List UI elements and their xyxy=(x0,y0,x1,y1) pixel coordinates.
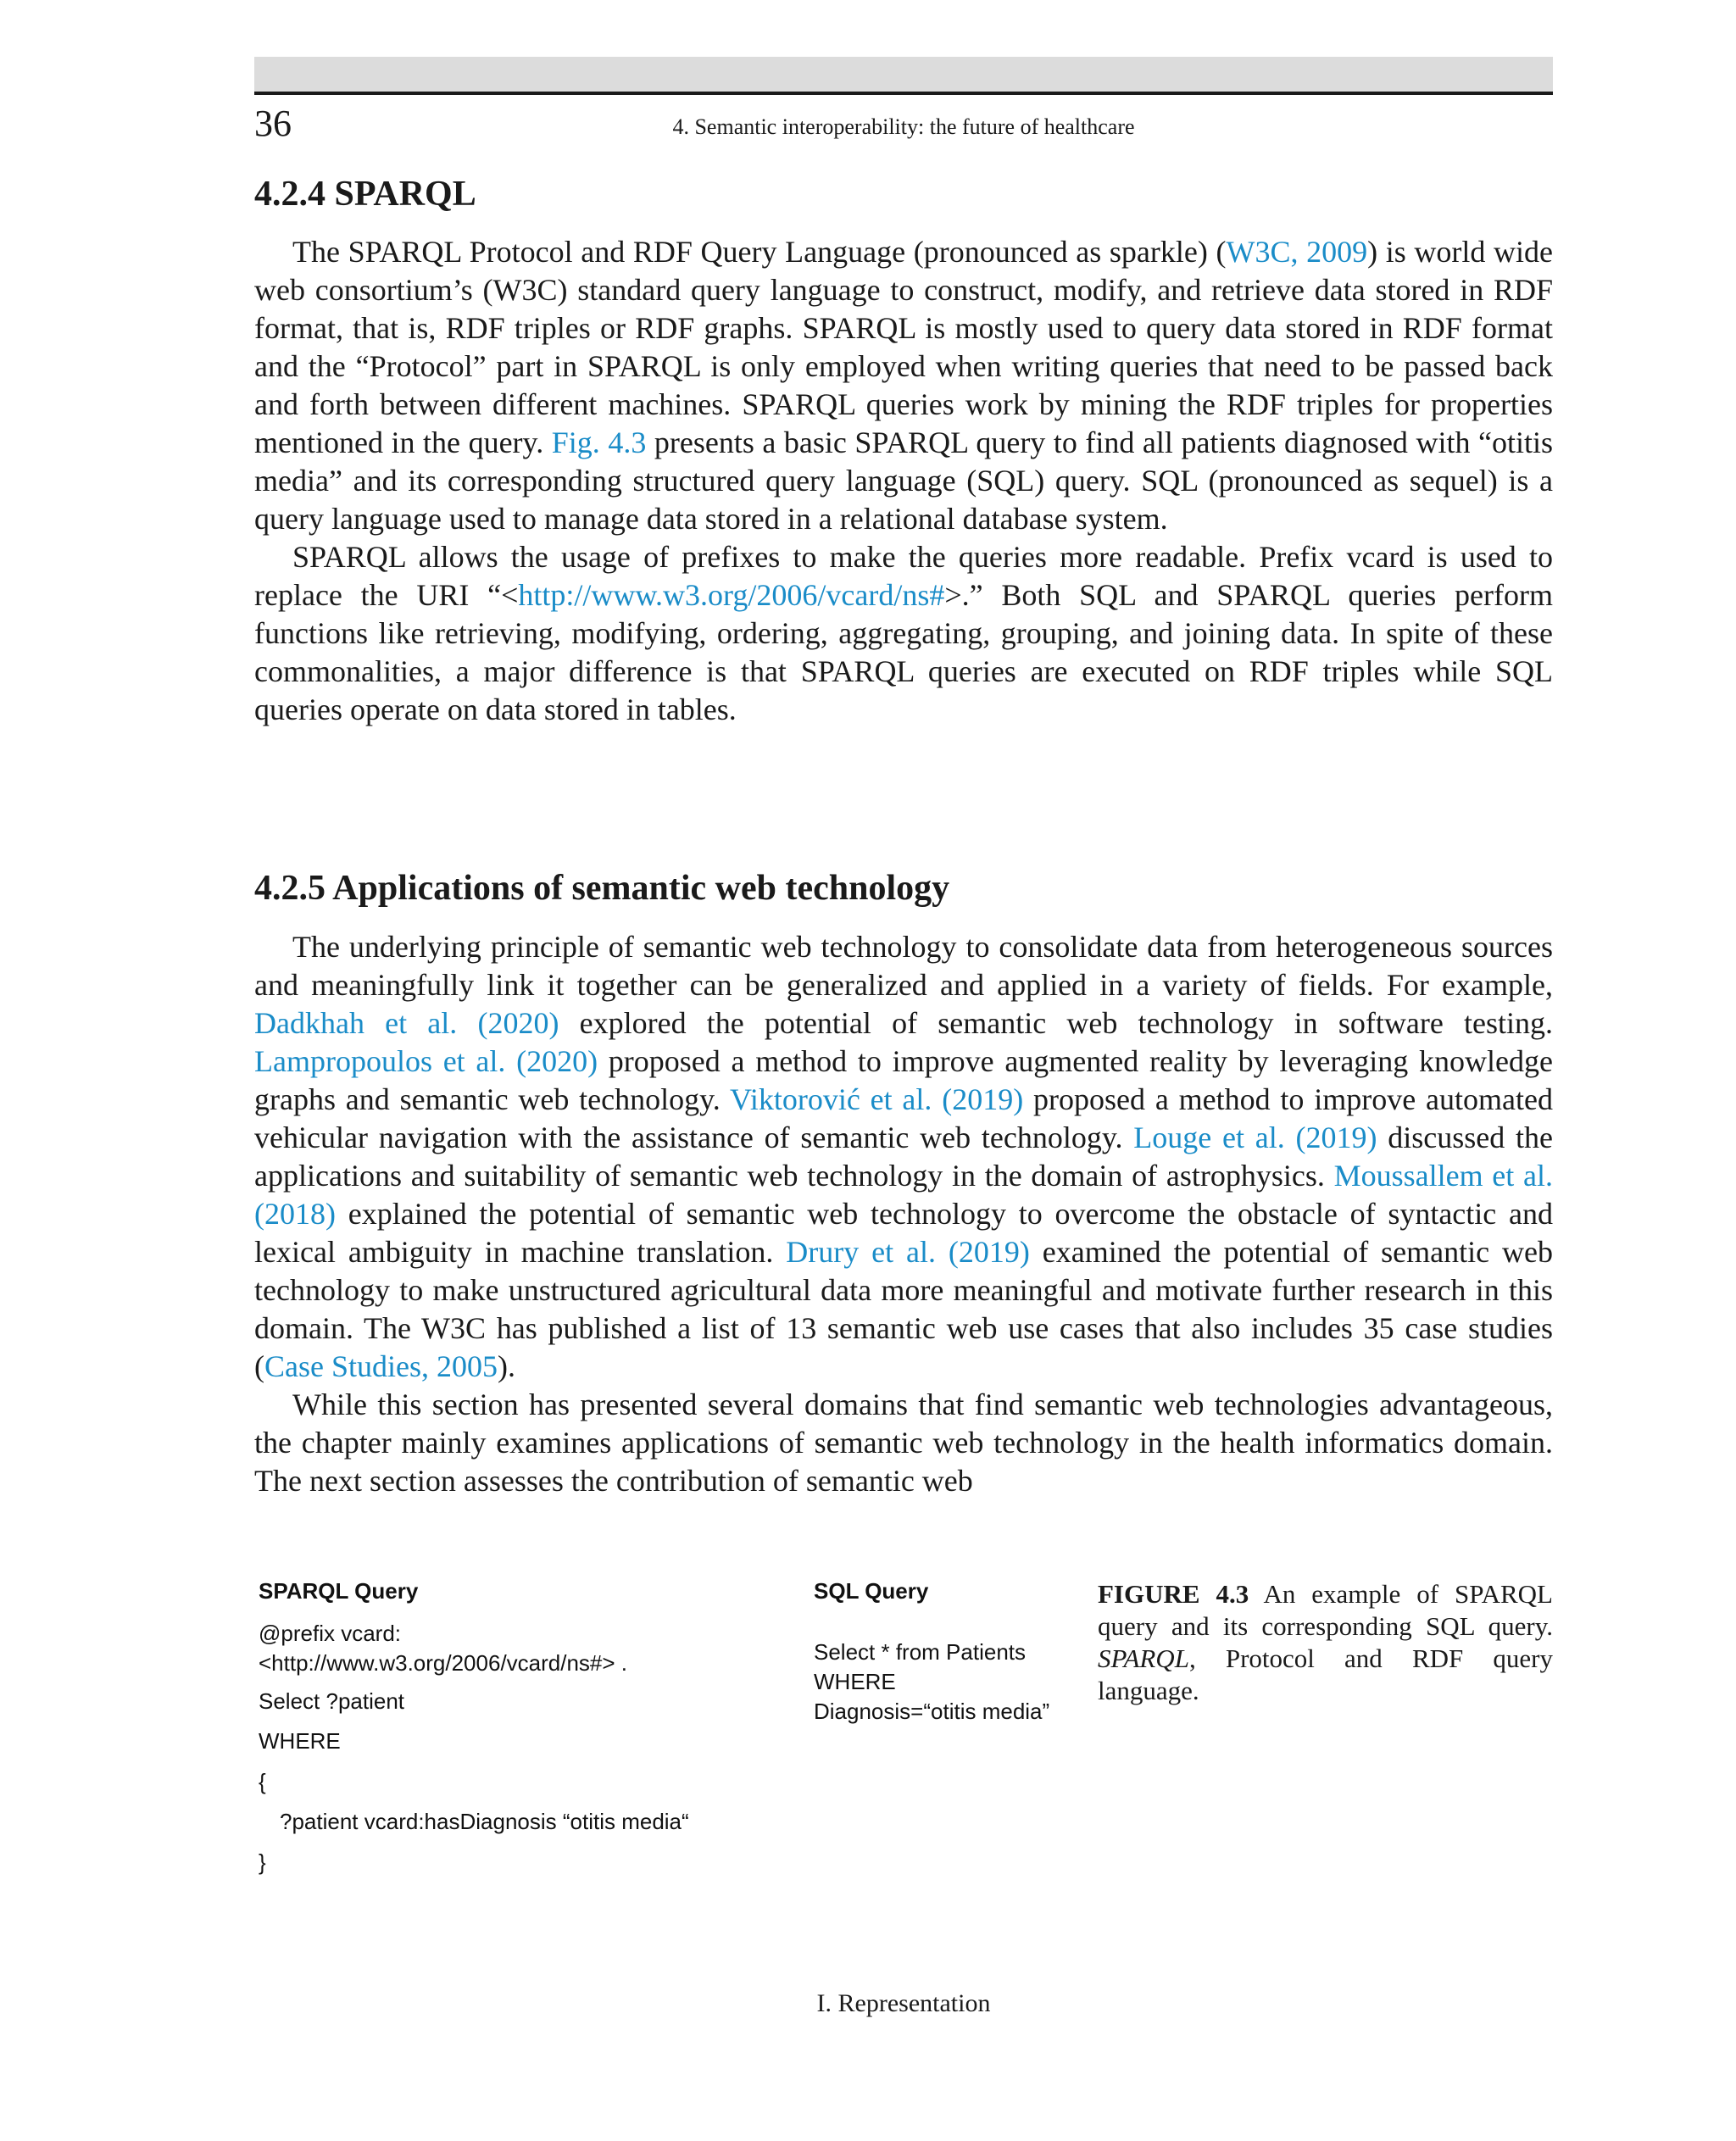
citation-link[interactable]: Dadkhah et al. (2020) xyxy=(254,1006,559,1040)
code-line: WHERE xyxy=(259,1728,341,1754)
citation-link[interactable]: Moussallem et al. (2018) xyxy=(254,1159,1554,1231)
code-line: Diagnosis=“otitis media” xyxy=(814,1699,1050,1724)
code-line: Select ?patient xyxy=(259,1688,405,1714)
sql-title: SQL Query xyxy=(814,1578,929,1604)
citation-link[interactable]: Lampropoulos et al. (2020) xyxy=(254,1044,598,1078)
code-line: } xyxy=(259,1849,266,1875)
citation-link[interactable]: Case Studies, 2005 xyxy=(264,1349,498,1383)
section-4-2-4-body xyxy=(254,233,1553,729)
section-heading-4-2-4: 4.2.4 SPARQL xyxy=(254,175,476,214)
running-head: 4. Semantic interoperability: the future of healthcare xyxy=(672,114,1135,139)
code-line: <http://www.w3.org/2006/vcard/ns#> . xyxy=(259,1650,628,1676)
header-rule xyxy=(254,92,1553,95)
sparql-title: SPARQL Query xyxy=(259,1578,419,1604)
figure-link[interactable]: Fig. 4.3 xyxy=(551,425,647,459)
paragraph: SPARQL allows the usage of prefixes to make the queries more readable. Prefix vcard is used to replace the URI “<http://www.w3.org/2006/vcard/ns#>.” Both SQL and SPARQL queries perform functions like retrieving, modifying, ordering, aggregating, grouping, and joining data. In spite of these commonalities, a major difference is that SPARQL queries are executed on RDF triples while SQL queries operate on data stored in tables. xyxy=(254,540,1553,726)
header-bar xyxy=(254,57,1553,93)
paragraph: The underlying principle of semantic web technology to consolidate data from heterogeneous sources and meaningfully link it together can be generalized and applied in a variety of fields. For example, Dadkhah et al. (2020) explored the potential of semantic web technology in software testing. Lampropoulos et al. (2020) proposed a method to improve augmented reality by leveraging knowledge graphs and semantic web technology. Viktorović et al. (2019) proposed a method to improve automated vehicular navigation with the assistance of semantic web technology. Louge et al. (2019) discussed the applications and suitability of semantic web technology in the domain of astrophysics. Moussallem et al. (2018) explained the potential of semantic web technology to overcome the obstacle of syntactic and lexical ambiguity in machine translation. Drury et al. (2019) examined the potential of semantic web technology to make unstructured agricultural data more meaningful and motivate further research in this domain. The W3C has published a list of 13 semantic web use cases that also includes 35 case studies (Case Studies, 2005). xyxy=(254,930,1554,1383)
code-line: WHERE xyxy=(814,1669,896,1694)
figure-caption: FIGURE 4.3 An example of SPARQL query and its corresponding SQL query. SPARQL, Protocol and RDF query language. xyxy=(1098,1579,1553,1705)
figure-label: FIGURE 4.3 xyxy=(1098,1579,1249,1609)
citation-link[interactable]: Viktorović et al. (2019) xyxy=(729,1082,1024,1116)
code-line: Select * from Patients xyxy=(814,1639,1026,1665)
paragraph: While this section has presented several domains that find semantic web technologies advantageous, the chapter mainly examines applications of semantic web technology in the health informatics domain. The next section assesses the contribution of semantic web xyxy=(254,1387,1553,1498)
citation-link[interactable]: W3C, 2009 xyxy=(1226,235,1368,269)
paragraph: The SPARQL Protocol and RDF Query Language (pronounced as sparkle) (W3C, 2009) is world wide web consortium’s (W3C) standard query language to construct, modify, and retrieve data stored in RDF format, that is, RDF triples or RDF graphs. SPARQL is mostly used to query data stored in RDF format and the “Protocol” part in SPARQL is only employed when writing queries that need to be passed back and forth between different machines. SPARQL queries work by mining the RDF triples for properties mentioned in the query. Fig. 4.3 presents a basic SPARQL query to find all patients diagnosed with “otitis media” and its corresponding structured query language (SQL) query. SQL (pronounced as sequel) is a query language used to manage data stored in a relational database system. xyxy=(254,235,1554,536)
code-line: ?patient vcard:hasDiagnosis “otitis media“ xyxy=(280,1809,689,1834)
page-number: 36 xyxy=(254,103,292,144)
citation-link[interactable]: Louge et al. (2019) xyxy=(1133,1121,1377,1154)
code-line: @prefix vcard: xyxy=(259,1621,401,1646)
section-4-2-5-body xyxy=(254,928,1553,1500)
section-heading-4-2-5: 4.2.5 Applications of semantic web technology xyxy=(254,869,950,908)
uri-link[interactable]: http://www.w3.org/2006/vcard/ns# xyxy=(518,578,945,612)
citation-link[interactable]: Drury et al. (2019) xyxy=(786,1235,1030,1269)
figure-4-3 xyxy=(254,1578,1553,1883)
code-line: { xyxy=(259,1769,266,1794)
page-footer: I. Representation xyxy=(816,1989,991,2017)
